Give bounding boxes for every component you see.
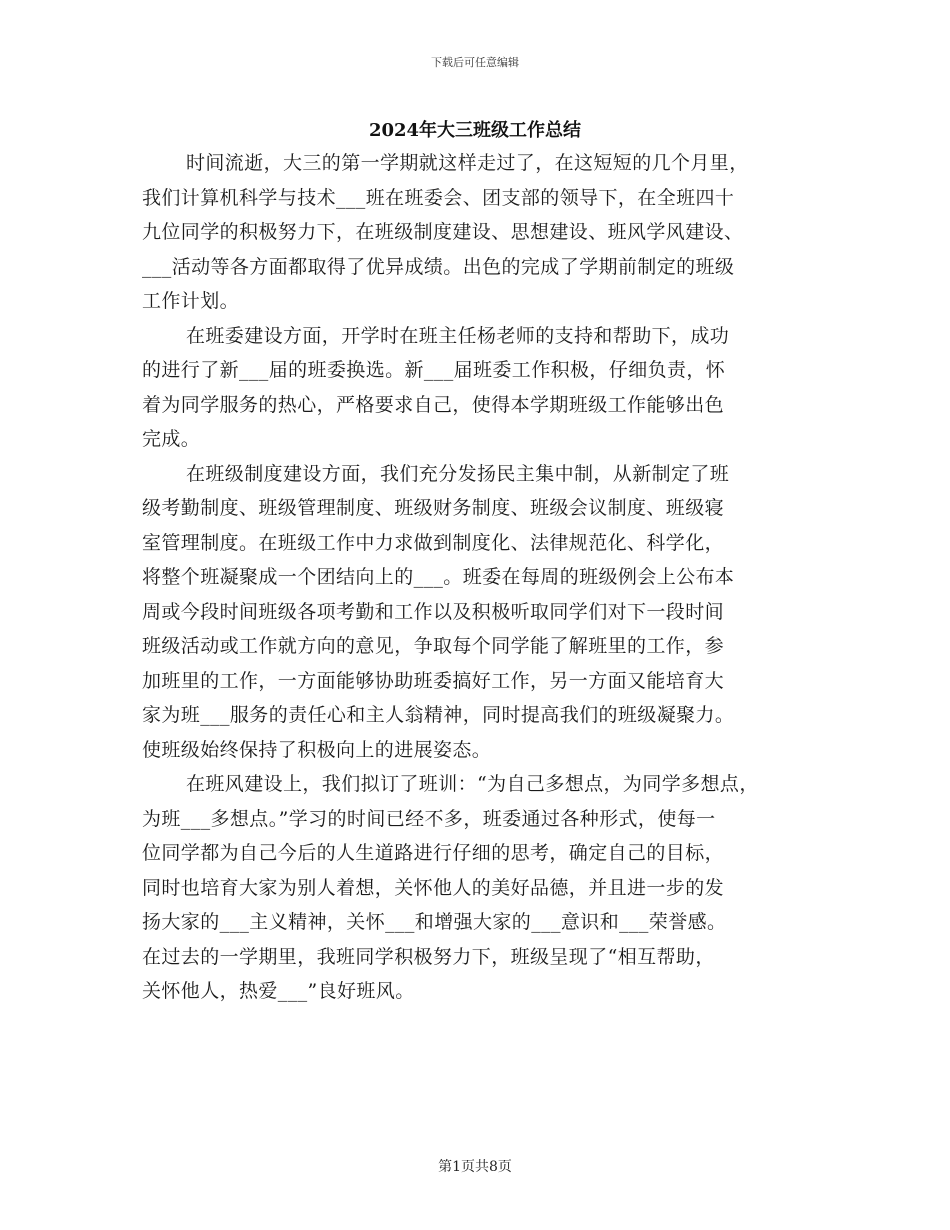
text-line: 九位同学的积极努力下，在班级制度建设、思想建设、班风学风建设、 [142,221,744,243]
text-line: 在班级制度建设方面，我们充分发扬民主集中制，从新制定了班 [186,462,730,485]
text-line: 着为同学服务的热心，严格要求自己，使得本学期班级工作能够出色 [142,393,725,416]
paragraph [142,146,814,319]
document-body [142,146,814,1009]
text-line: 家为班___服务的责任心和主人翁精神，同时提高我们的班级凝聚力。 [142,704,735,726]
text-line: 完成。 [142,428,201,450]
paragraph [142,767,814,1009]
text-line: 扬大家的___主义精神，关怀___和增强大家的___意识和___荣誉感。 [142,911,727,933]
paragraph [142,319,814,457]
text-line: 关怀他人，热爱___”良好班风。 [142,980,415,1002]
text-line: 为班___多想点。”学习的时间已经不多，班委通过各种形式，使每一 [142,807,716,830]
text-line: 在班委建设方面，开学时在班主任杨老师的支持和帮助下，成功 [186,324,730,347]
text-line: 周或今段时间班级各项考勤和工作以及积极听取同学们对下一段时间 [142,600,725,623]
text-line: ___活动等各方面都取得了优异成绩。出色的完成了学期前制定的班级 [142,255,735,278]
paragraph [142,457,814,768]
text-line: 在过去的一学期里，我班同学积极努力下，班级呈现了“相互帮助， [142,945,715,968]
text-line: 时间流逝，大三的第一学期就这样走过了，在这短短的几个月里， [186,152,749,174]
text-line: 我们计算机科学与技术___班在班委会、团支部的领导下，在全班四十 [142,186,735,209]
document-title: 2024年大三班级工作总结 [368,120,582,141]
text-line: 室管理制度。在班级工作中力求做到制度化、法律规范化、科学化， [142,531,725,554]
text-line: 将整个班凝聚成一个团结向上的___。班委在每周的班级例会上公布本 [142,566,735,588]
text-line: 同时也培育大家为别人着想，关怀他人的美好品德，并且进一步的发 [142,876,725,899]
page-footer: 第1页共8页 [438,1159,512,1175]
text-line: 使班级始终保持了积极向上的进展姿态。 [142,738,492,761]
text-line: 工作计划。 [142,290,240,312]
text-line: 的进行了新___届的班委换选。新___届班委工作积极，仔细负责，怀 [142,359,726,381]
text-line: 级考勤制度、班级管理制度、班级财务制度、班级会议制度、班级寝 [142,497,725,519]
text-line: 在班风建设上，我们拟订了班训：“为自己多想点，为同学多想点， [186,773,759,795]
text-line: 位同学都为自己今后的人生道路进行仔细的思考，确定自己的目标， [142,842,725,864]
text-line: 班级活动或工作就方向的意见，争取每个同学能了解班里的工作，参 [142,635,725,657]
text-line: 加班里的工作，一方面能够协助班委搞好工作，另一方面又能培育大 [142,669,725,692]
header-note: 下载后可任意编辑 [431,56,519,69]
